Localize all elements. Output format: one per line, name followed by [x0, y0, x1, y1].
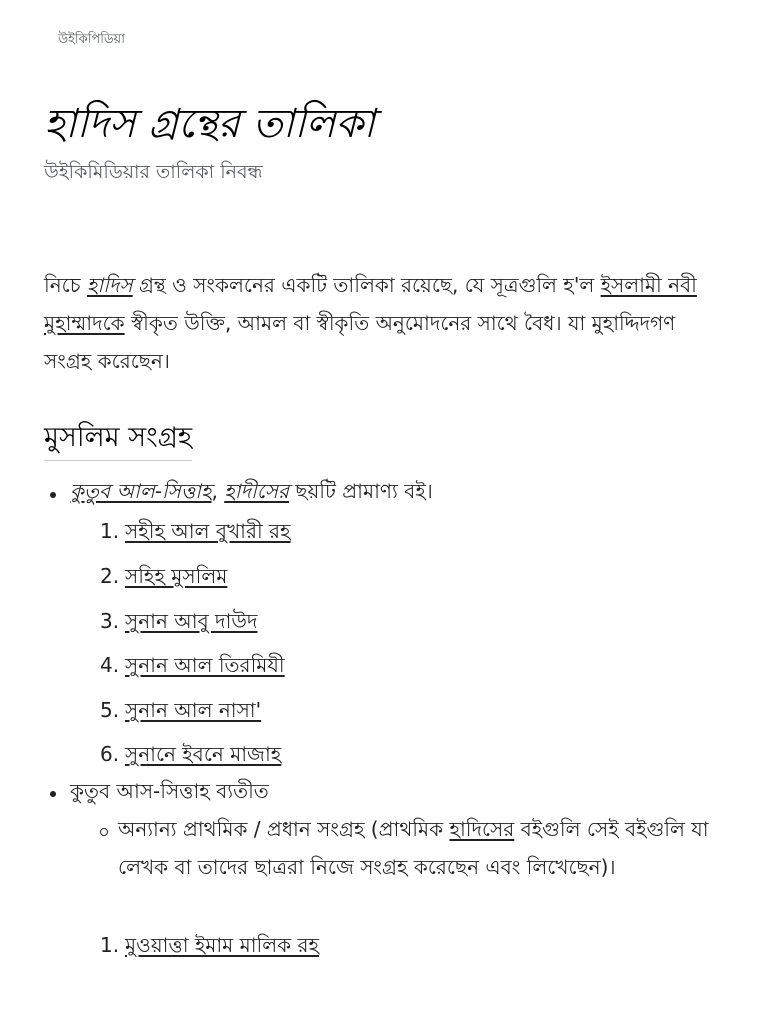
list-item-kutub: [70, 472, 433, 510]
book-link-tirmidhi[interactable]: সুনান আল তিরমিযী: [125, 653, 285, 677]
list-text: অন্যান্য প্রাথমিক / প্রধান সংগ্রহ (প্রাথমিক: [118, 817, 450, 841]
circle-bullet-marker: [100, 828, 108, 836]
intro-text: নিচে: [44, 273, 87, 297]
link-islamic-prophet[interactable]: ইসলামী নবী: [600, 273, 697, 297]
book-link-muslim[interactable]: সহিহ মুসলিম: [125, 564, 228, 588]
list-text: বইগুলি সেই বইগুলি যা লেখক বা তাদের ছাত্ররা নিজে সংগ্রহ করেছেন এবং লিখেছেন)।: [118, 817, 709, 879]
link-hadiser-2[interactable]: হাদিসের: [449, 817, 515, 841]
list-number: 5.: [100, 698, 120, 722]
list-number: 4.: [100, 653, 120, 677]
list-number: 2.: [100, 564, 120, 588]
bullet-marker: [50, 791, 56, 797]
link-hadiser[interactable]: হাদীসের: [224, 479, 289, 503]
list-number: 6.: [100, 742, 120, 766]
list-number: 1.: [100, 519, 120, 543]
book-link-muwatta[interactable]: মুওয়াত্তা ইমাম মালিক রহ: [125, 933, 320, 957]
book-link-bukhari[interactable]: সহীহ আল বুখারী রহ: [125, 519, 291, 543]
link-muhammad[interactable]: মুহাম্মাদকে: [44, 311, 125, 335]
book-link-abu-dawud[interactable]: সুনান আবু দাউদ: [125, 609, 258, 633]
list-text: ,: [211, 479, 225, 503]
book-link-nasai[interactable]: সুনান আল নাসা': [125, 698, 262, 722]
list-item-besides: কুতুব আস-সিত্তাহ ব্যতীত: [70, 779, 269, 803]
intro-paragraph: [44, 266, 724, 380]
book-link-ibn-majah[interactable]: সুনানে ইবনে মাজাহ: [125, 742, 282, 766]
list-item-other: [118, 810, 728, 886]
page-subtitle: উইকিমিডিয়ার তালিকা নিবন্ধ: [44, 161, 263, 183]
link-hadith[interactable]: হাদিস: [86, 273, 133, 297]
intro-text: গ্রন্থ ও সংকলনের একটি তালিকা রয়েছে, যে সূত্রগুলি হ'ল: [132, 273, 601, 297]
list-number: 1.: [100, 933, 120, 957]
intro-text: স্বীকৃত উক্তি, আমল বা স্বীকৃতি অনুমোদনের সাথে বৈধ। যা মুহাদ্দিদগণ সংগ্রহ করেছেন।: [44, 311, 676, 373]
list-text: ছয়টি প্রামাণ্য বই।: [289, 479, 433, 503]
page-title: হাদিস গ্রন্থের তালিকা: [44, 101, 376, 147]
section-heading: মুসলিম সংগ্রহ: [44, 418, 192, 461]
link-kutub-al-sittah[interactable]: কুতুব আল-সিত্তাহ: [70, 479, 212, 503]
site-name[interactable]: উইকিপিডিয়া: [58, 32, 125, 47]
list-number: 3.: [100, 609, 120, 633]
bullet-marker: [50, 492, 56, 498]
